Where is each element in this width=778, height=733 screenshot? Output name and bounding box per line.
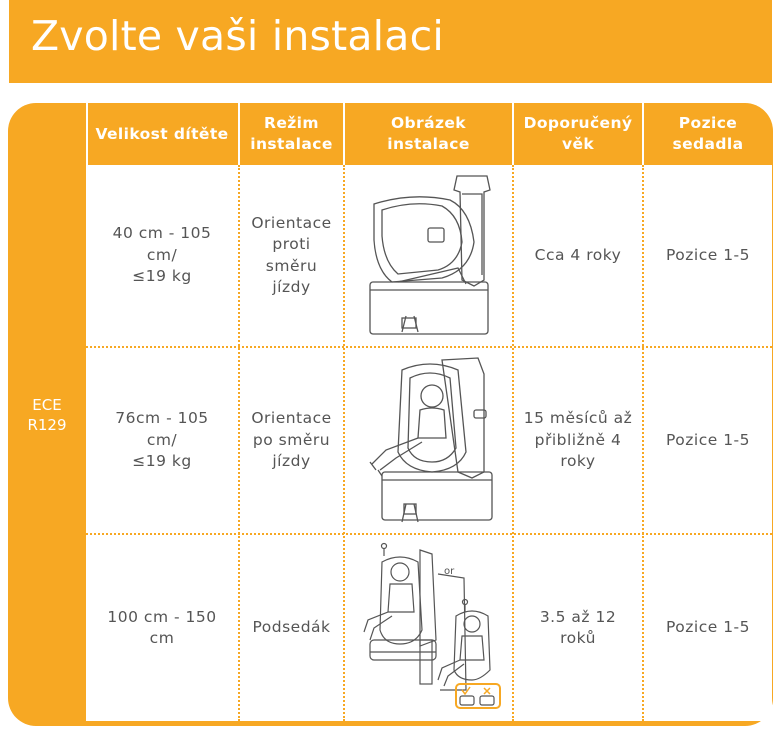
row2-position: Pozice 1-5 — [665, 430, 751, 449]
header-divider — [642, 103, 644, 165]
header-recommended-age: Doporučený věk — [523, 114, 633, 153]
column-divider — [343, 165, 345, 721]
header-divider — [343, 103, 345, 165]
row1-age: Cca 4 roky — [534, 245, 622, 264]
header-install-image: Obrázek instalace — [387, 114, 470, 153]
row3-position: Pozice 1-5 — [665, 618, 751, 637]
forward-facing-seat-illustration — [362, 352, 497, 527]
page-title: Zvolte vaši instalaci — [31, 12, 444, 60]
row1-position: Pozice 1-5 — [665, 245, 751, 264]
row3-age: 3.5 až 12 roků — [539, 607, 617, 647]
row1-size: 40 cm - 105 cm/ ≤19 kg — [112, 224, 212, 286]
row2-age: 15 měsíců až přibližně 4 roky — [523, 409, 633, 471]
regulation-label: ECE R129 — [27, 395, 67, 434]
header-install-mode: Režim instalace — [250, 114, 333, 153]
title-banner — [9, 0, 772, 83]
or-caption: or — [444, 566, 455, 577]
header-divider — [86, 103, 88, 165]
booster-seat-illustration — [360, 540, 505, 710]
row3-mode: Podsedák — [252, 618, 331, 637]
row3-size: 100 cm - 150 cm — [107, 607, 217, 647]
header-divider — [238, 103, 240, 165]
row2-mode: Orientace po směru jízdy — [251, 409, 332, 471]
header-seat-position: Pozice sedadla — [672, 114, 744, 153]
row1-mode: Orientace proti směru jízdy — [251, 213, 332, 296]
row2-size: 76cm - 105 cm/ ≤19 kg — [115, 409, 209, 471]
rear-facing-seat-illustration — [362, 170, 497, 340]
header-divider — [512, 103, 514, 165]
header-child-size: Velikost dítěte — [95, 124, 229, 143]
